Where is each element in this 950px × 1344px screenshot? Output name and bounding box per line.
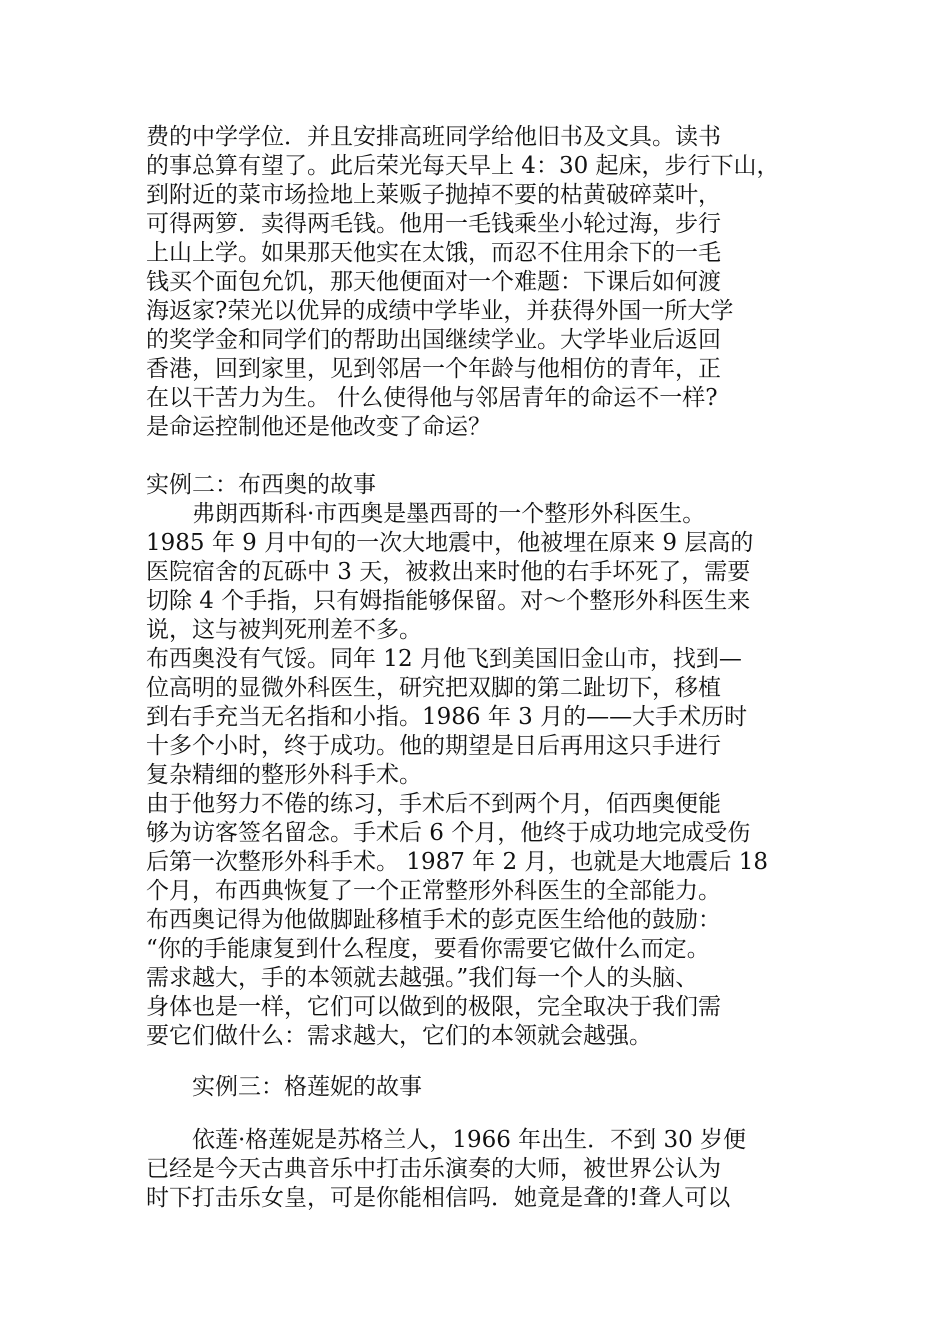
- text-line: 个月，布西典恢复了一个正常整形外科医生的全部能力。: [146, 878, 721, 904]
- section-heading: 实例三：格莲妮的故事: [146, 1074, 422, 1100]
- text-line: 在以干苦力为生。 什么使得他与邻居青年的命运不一样?: [146, 385, 718, 411]
- text-line: 到右手充当无名指和小指。1986 年 3 月的——大手术历时: [146, 704, 748, 730]
- text-line: 1985 年 9 月中旬的一次大地震中，他被埋在原来 9 层高的: [146, 530, 754, 556]
- text-line: 香港，回到家里，见到邻居一个年龄与他相仿的青年，正: [146, 356, 721, 382]
- text-line: 的奖学金和同学们的帮助出国继续学业。大学毕业后返回: [146, 327, 721, 353]
- text-line: 复杂精细的整形外科手术。: [146, 762, 422, 788]
- text-line: 依莲·格莲妮是苏格兰人，1966 年出生．不到 30 岁便: [146, 1127, 747, 1153]
- text-line: 位高明的显微外科医生，研究把双脚的第二趾切下，移植: [146, 675, 721, 701]
- text-line: 切除 4 个手指，只有姆指能够保留。对～个整形外科医生来: [146, 588, 751, 614]
- text-line: 费的中学学位．并且安排高班同学给他旧书及文具。读书: [146, 124, 721, 150]
- text-line: 医院宿舍的瓦砾中 3 天，被救出来时他的右手坏死了，需要: [146, 559, 751, 585]
- text-line: 可得两箩．卖得两毛钱。他用一毛钱乘坐小轮过海，步行: [146, 211, 721, 237]
- text-line: 由于他努力不倦的练习，手术后不到两个月，佰西奥便能: [146, 791, 721, 817]
- text-line: 已经是今天古典音乐中打击乐演奏的大师，被世界公认为: [146, 1156, 721, 1182]
- text-line: “你的手能康复到什么程度，要看你需要它做什么而定。: [146, 936, 710, 962]
- text-line: 说，这与被判死刑差不多。: [146, 617, 422, 643]
- text-line: 上山上学。如果那天他实在太饿，而忍不住用余下的一毛: [146, 240, 721, 266]
- text-line: 要它们做什么：需求越大，它们的本领就会越强。: [146, 1023, 652, 1049]
- text-line: 需求越大，手的本领就去越强。”我们每一个人的头脑、: [146, 965, 699, 991]
- text-line: 是命运控制他还是他改变了命运？: [146, 414, 491, 440]
- text-line: 布西奥没有气馁。同年 12 月他飞到美国旧金山市，找到—: [146, 646, 742, 672]
- text-line: 到附近的菜市场捡地上莱贩子抛掉不要的枯黄破碎菜叶，: [146, 182, 721, 208]
- text-line: 海返家?荣光以优异的成绩中学毕业，并获得外国一所大学: [146, 298, 734, 324]
- text-line: 够为访客签名留念。手术后 6 个月，他终于成功地完成受伤: [146, 820, 751, 846]
- text-line: 时下打击乐女皇，可是你能相信吗．她竟是聋的!聋人可以: [146, 1185, 731, 1211]
- text-line: 的事总算有望了。此后荣光每天早上 4：30 起床，步行下山，: [146, 153, 780, 179]
- text-line: 布西奥记得为他做脚趾移植手术的彭克医生给他的鼓励：: [146, 907, 721, 933]
- text-line: 弗朗西斯科·市西奥是墨西哥的一个整形外科医生。: [146, 501, 706, 527]
- section-heading: 实例二：布西奥的故事: [146, 472, 376, 498]
- text-line: 后第一次整形外科手术。 1987 年 2 月，也就是大地震后 18: [146, 849, 768, 875]
- text-line: 身体也是一样，它们可以做到的极限，完全取决于我们需: [146, 994, 721, 1020]
- text-line: 十多个小时，终于成功。他的期望是日后再用这只手进行: [146, 733, 721, 759]
- text-line: 钱买个面包允饥，那天他便面对一个难题：下课后如何渡: [146, 269, 721, 295]
